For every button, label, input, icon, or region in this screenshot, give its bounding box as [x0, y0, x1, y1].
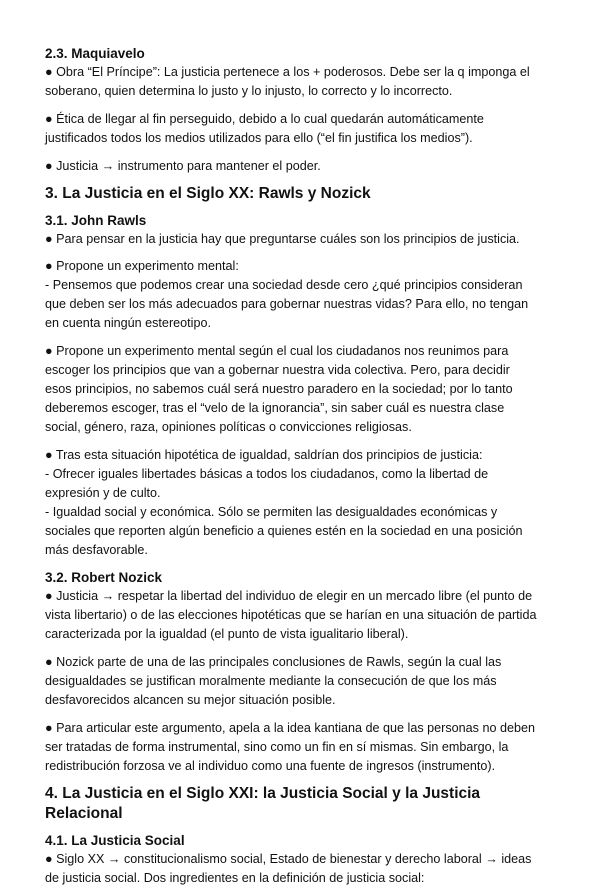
text-line: ● Justicia → instrumento para mantener el poder.: [45, 159, 321, 173]
text-line: esos principios, no sabemos cuál será nuestro paradero en la sociedad; por lo tanto: [45, 382, 513, 396]
text-line: ● Ética de llegar al fin perseguido, debido a lo cual quedarán automáticamente: [45, 112, 484, 126]
text-line: soberano, quien determina lo justo y lo injusto, lo correcto y lo incorrecto.: [45, 84, 453, 98]
paragraph-rawls-2: [45, 257, 552, 333]
text-line: redistribución forzosa ve al individuo como una fuente de ingresos (instrumento).: [45, 759, 496, 773]
paragraph-nozick-3: [45, 719, 552, 776]
paragraph-nozick-2: [45, 653, 552, 710]
text-line: ● Para articular este argumento, apela a la idea kantiana de que las personas no deben: [45, 721, 535, 735]
text-line: más desfavorable.: [45, 543, 148, 557]
heading-3-2: 3.2. Robert Nozick: [45, 570, 163, 585]
text-line: ● Justicia → respetar la libertad del individuo de elegir en un mercado libre (el punto de: [45, 589, 533, 603]
paragraph-maquiavelo-3: [45, 157, 552, 176]
text-line: desfavorecidos alcancen su mejor situación posible.: [45, 693, 336, 707]
text-line: ● Para pensar en la justicia hay que preguntarse cuáles son los principios de justicia.: [45, 232, 520, 246]
text-line: ● Propone un experimento mental según el cual los ciudadanos nos reunimos para: [45, 344, 509, 358]
text-line: sociales que reporten algún beneficio a quienes estén en la sociedad en una posición: [45, 524, 523, 538]
heading-3-1: 3.1. John Rawls: [45, 213, 147, 228]
text-line: vista libertario) o de las elecciones hipotéticas que se harían en una situación de partida: [45, 608, 537, 622]
text-line: que deben ser los más adecuados para gobernar nuestras vidas? Para ello, no tengan: [45, 297, 529, 311]
text-line: caracterizada por la igualdad (el punto de vista igualitario liberal).: [45, 627, 409, 641]
text-line: justificados todos los medios utilizados para ello (“el fin justifica los medios”).: [45, 131, 473, 145]
text-line: social, género, raza, opiniones políticas o convicciones religiosas.: [45, 420, 412, 434]
heading-3: 3. La Justicia en el Siglo XX: Rawls y Nozick: [45, 185, 371, 202]
text-line: de justicia social. Dos ingredientes en la definición de justicia social:: [45, 871, 425, 885]
text-line: expresión y de culto.: [45, 486, 161, 500]
text-line: ● Tras esta situación hipotética de igualdad, saldrían dos principios de justicia:: [45, 448, 483, 462]
paragraph-maquiavelo-1: [45, 63, 552, 101]
text-line: - Igualdad social y económica. Sólo se permiten las desigualdades económicas y: [45, 505, 498, 519]
paragraph-maquiavelo-2: [45, 110, 552, 148]
text-line: - Ofrecer iguales libertades básicas a todos los ciudadanos, como la libertad de: [45, 467, 489, 481]
text-line: en cuenta ningún estereotipo.: [45, 316, 211, 330]
paragraph-rawls-1: [45, 230, 552, 249]
text-line: ● Nozick parte de una de las principales conclusiones de Rawls, según la cual las: [45, 655, 502, 669]
paragraph-rawls-3: [45, 342, 552, 437]
paragraph-justicia-social-1: [45, 850, 552, 888]
paragraph-rawls-4: [45, 446, 552, 560]
text-line: - Pensemos que podemos crear una sociedad desde cero ¿qué principios consideran: [45, 278, 523, 292]
heading-4-1: 4.1. La Justicia Social: [45, 833, 185, 848]
text-line: ser tratadas de forma instrumental, sino como un fin en sí mismas. Sin embargo, la: [45, 740, 509, 754]
heading-4: 4. La Justicia en el Siglo XXI: la Justicia Social y la Justicia Relacional: [45, 785, 481, 822]
text-line: desigualdades se justifican moralmente mediante la consecución de que los más: [45, 674, 497, 688]
text-line: ● Siglo XX → constitucionalismo social, Estado de bienestar y derecho laboral → ideas: [45, 852, 532, 866]
paragraph-nozick-1: [45, 587, 552, 644]
text-line: deberemos escoger, tras el “velo de la ignorancia”, sin saber cuál es nuestra clase: [45, 401, 505, 415]
text-line: escoger los principios que van a gobernar nuestra vida colectiva. Pero, para decidir: [45, 363, 510, 377]
heading-2-3: 2.3. Maquiavelo: [45, 46, 145, 61]
text-line: ● Obra “El Príncipe”: La justicia pertenece a los + poderosos. Debe ser la q imponga el: [45, 65, 530, 79]
text-line: ● Propone un experimento mental:: [45, 259, 239, 273]
